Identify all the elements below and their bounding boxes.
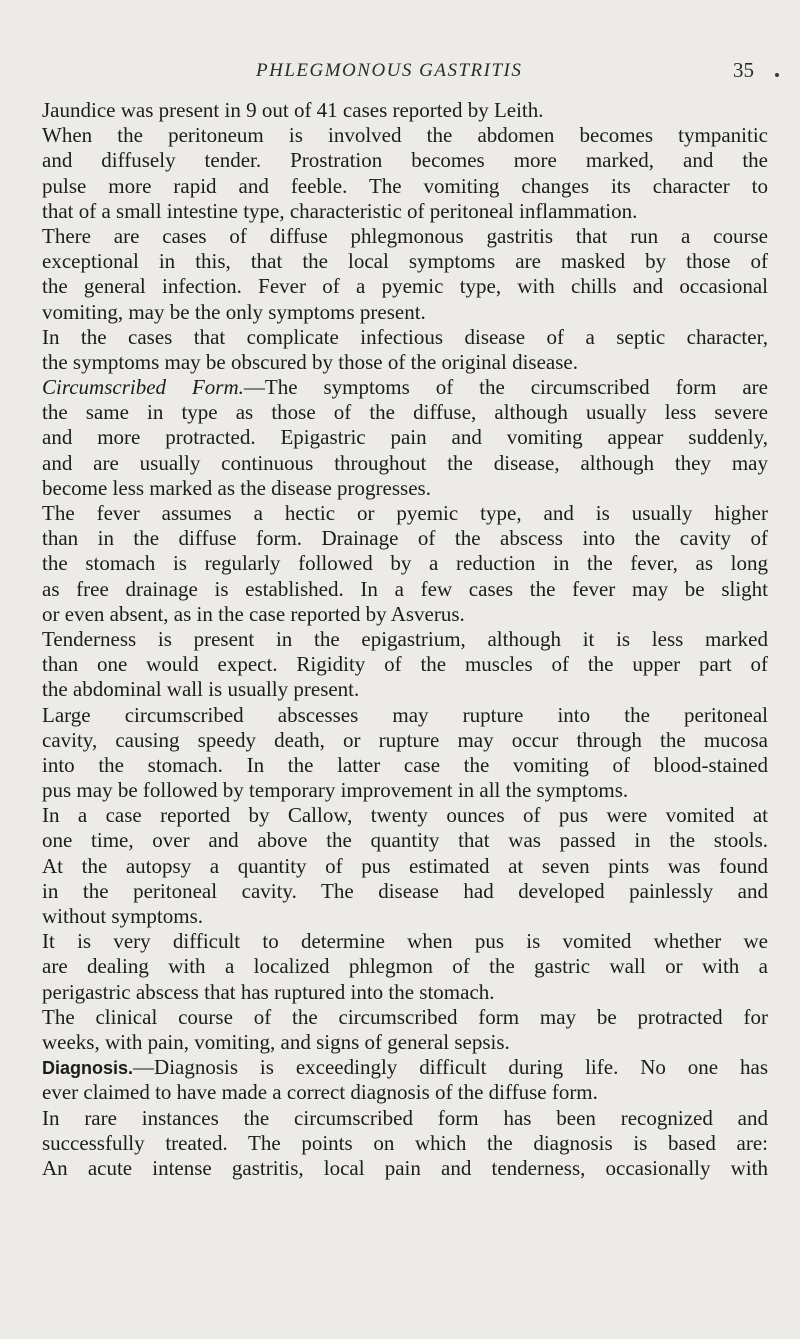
running-title: PHLEGMONOUS GASTRITIS (256, 60, 523, 81)
text-line: Large circumscribed abscesses may rupture into the peritoneal (42, 702, 768, 727)
text-line: in the peritoneal cavity. The disease had developed painlessly and (42, 878, 768, 903)
text-line: The fever assumes a hectic or pyemic type, and is usually higher (42, 501, 768, 525)
text-line: In rare instances the circumscribed form has been recognized and (42, 1105, 768, 1130)
text-line: and are usually continuous throughout the disease, although they may (42, 450, 768, 475)
section-text: —Diagnosis is exceedingly difficult during life. No one has (133, 1055, 768, 1080)
text-line: When the peritoneum is involved the abdomen becomes tympanitic (42, 123, 768, 148)
text-line: as free drainage is established. In a few cases the fever may be slight (42, 576, 768, 601)
text-line: cavity, causing speedy death, or rupture may occur through the mucosa (42, 727, 768, 752)
text-line: There are cases of diffuse phlegmonous gastritis that run a course (42, 223, 768, 248)
text-line: are dealing with a localized phlegmon of the gastric wall or with a (42, 954, 768, 979)
text-line: perigastric abscess that has ruptured into the stomach. (42, 979, 495, 1004)
text-line: weeks, with pain, vomiting, and signs of general sepsis. (42, 1029, 510, 1054)
text-line: the symptoms may be obscured by those of the original disease. (42, 349, 578, 374)
text-line: and more protracted. Epigastric pain and vomiting appear suddenly, (42, 425, 768, 450)
text-line: the general infection. Fever of a pyemic type, with chills and occasional (42, 274, 768, 299)
text-line: Tenderness is present in the epigastrium, although it is less marked (42, 626, 768, 651)
text-line: ever claimed to have made a correct diagnosis of the diffuse form. (42, 1080, 598, 1105)
text-line: without symptoms. (42, 904, 204, 928)
text-line: that of a small intestine type, characteristic of peritoneal inflammation. (42, 198, 638, 223)
text-line: In a case reported by Callow, twenty ounces of pus were vomited at (42, 803, 768, 828)
text-line: the abdominal wall is usually present. (42, 677, 360, 702)
text-line: successfully treated. The points on which the diagnosis is based are: (42, 1130, 768, 1155)
text-line: It is very difficult to determine when pus is vomited whether we (42, 929, 768, 954)
text-line (42, 1055, 768, 1080)
text-line: the same in type as those of the diffuse, although usually less severe (42, 400, 768, 425)
text-line: exceptional in this, that the local symptoms are masked by those of (42, 249, 768, 274)
text-line: pulse more rapid and feeble. The vomiting changes its character to (42, 173, 768, 198)
text-line: one time, over and above the quantity that was passed in the stools. (42, 828, 768, 853)
text-line: An acute intense gastritis, local pain and tenderness, occasionally with (42, 1155, 768, 1180)
section-label-circumscribed-form: Circumscribed Form. (42, 375, 244, 400)
text-line: or even absent, as in the case reported by Asverus. (42, 601, 465, 626)
section-label-diagnosis: Diagnosis. (42, 1058, 134, 1079)
text-line (42, 375, 768, 400)
section-text: —The symptoms of the circumscribed form are (243, 375, 768, 400)
text-line: become less marked as the disease progresses. (42, 475, 431, 500)
text-line: into the stomach. In the latter case the vomiting of blood-stained (42, 752, 768, 777)
text-line: In the cases that complicate infectious disease of a septic character, (42, 324, 768, 349)
text-line: Jaundice was present in 9 out of 41 cases reported by Leith. (42, 98, 544, 122)
text-line: The clinical course of the circumscribed form may be protracted for (42, 1004, 768, 1029)
margin-mark (775, 73, 779, 77)
page-number: 35 (733, 58, 754, 82)
text-line: pus may be followed by temporary improvement in all the symptoms. (42, 778, 629, 803)
text-line: the stomach is regularly followed by a reduction in the fever, as long (42, 551, 768, 576)
text-line: vomiting, may be the only symptoms present. (42, 299, 426, 324)
text-line: and diffusely tender. Prostration becomes more marked, and the (42, 148, 768, 173)
text-line: than one would expect. Rigidity of the muscles of the upper part of (42, 652, 768, 677)
text-line: At the autopsy a quantity of pus estimated at seven pints was found (42, 853, 768, 878)
body-text (42, 98, 768, 1181)
text-line: than in the diffuse form. Drainage of the abscess into the cavity of (42, 526, 768, 551)
